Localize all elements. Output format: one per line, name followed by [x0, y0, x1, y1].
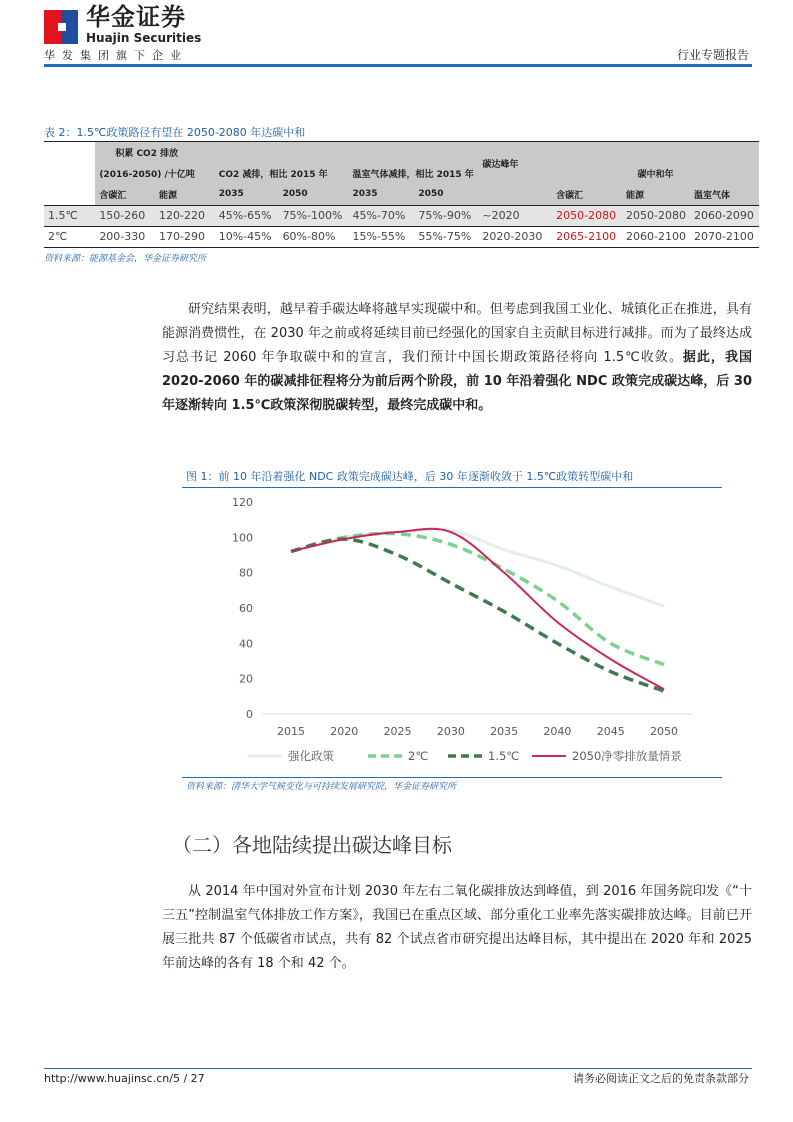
header-subtitle: 华发集团旗下企业	[44, 49, 188, 62]
subheader: 含碳汇	[552, 184, 622, 205]
cell: 2060-2090	[690, 205, 759, 226]
header-cumulative-unit: (2016-2050) /十亿吨	[95, 163, 214, 184]
cell: 150-260	[95, 205, 155, 226]
header-cumulative: 积累 CO2 排放	[95, 142, 214, 163]
series-line-1	[291, 533, 664, 664]
subheader: 2050	[414, 184, 478, 205]
chart-source: 资料来源：清华大学气候变化与可持续发展研究院，华金证券研究所	[186, 782, 457, 792]
subheader: 2050	[279, 184, 349, 205]
x-tick-label: 2020	[330, 725, 359, 738]
cell: 2050-2080	[622, 205, 690, 226]
x-tick-label: 2050	[650, 725, 678, 738]
legend-label: 2℃	[408, 749, 429, 763]
subheader: 能源	[155, 184, 215, 205]
report-type: 行业专题报告	[676, 48, 749, 62]
cell: 55%-75%	[414, 226, 478, 247]
cell: 45%-70%	[348, 205, 414, 226]
cell: 2050-2080	[552, 205, 622, 226]
y-tick-label: 40	[239, 637, 253, 651]
subheader: 温室气体	[690, 184, 759, 205]
x-tick-label: 2045	[596, 725, 625, 738]
chart-caption: 图 1：前 10 年沿着强化 NDC 政策完成碳达峰，后 30 年逐渐收敛于 1.5℃政策转型碳中和	[186, 470, 634, 483]
paragraph: 从 2014 年中国对外宣布计划 2030 年左右二氧化碳排放达到峰值，到 2016 年国务院印发《“十三五”控制温室气体排放工作方案》，我国已在重点区域、部分重化工业率先落实碳排放达峰。目前已开展三批共 87 个低碳省市试点，共有 82 个试点省市研究提出达峰目标，其中提出在 2020 年和 2025 年前达峰的各有 18 个和 42 个。	[162, 884, 753, 971]
page-number: 5 / 27	[172, 1072, 205, 1085]
footer-rule	[44, 1068, 752, 1069]
header-neutral: 碳中和年	[552, 163, 759, 184]
cell: ~2020	[478, 205, 552, 226]
header-ghg: 温室气体减排，相比 2015 年	[348, 163, 478, 184]
cell: 60%-80%	[279, 226, 349, 247]
table-source: 资料来源：能源基金会，华金证券研究所	[44, 254, 207, 264]
cell: 2020-2030	[478, 226, 552, 247]
cell: 75%-90%	[414, 205, 478, 226]
subheader: 能源	[622, 184, 690, 205]
logo-text-cn: 华金证券	[86, 3, 186, 31]
cell: 120-220	[155, 205, 215, 226]
cell: 45%-65%	[215, 205, 279, 226]
cell: 15%-55%	[348, 226, 414, 247]
y-tick-label: 0	[246, 708, 253, 721]
y-tick-label: 60	[239, 602, 253, 615]
subheader: 2035	[215, 184, 279, 205]
cell: 1.5℃	[44, 205, 95, 226]
y-tick-label: 120	[232, 496, 253, 509]
header-peak: 碳达峰年	[478, 142, 552, 184]
paragraph-text: 研究结果表明，越早着手碳达峰将越早实现碳中和。但考虑到我国工业化、城镇化正在推进，具有能源消费惯性，在 2030 年之前或将延续目前已经强化的国家自主贡献目标进行减排。而为了最终达成习总书记 2060 年争取碳中和的宣言，我们预计中国长期政策路径将向 1.5℃收敛。	[162, 302, 752, 365]
cell: 170-290	[155, 226, 215, 247]
x-tick-label: 2040	[543, 725, 572, 738]
x-tick-label: 2025	[383, 725, 412, 738]
footer-disclaimer: 请务必阅读正文之后的免责条款部分	[573, 1072, 749, 1085]
logo-text-en: Huajin Securities	[86, 31, 202, 45]
x-tick-label: 2035	[490, 725, 519, 738]
footer-url[interactable]: http://www.huajinsc.cn/	[44, 1072, 173, 1085]
x-tick-label: 2015	[277, 725, 305, 738]
cell: 75%-100%	[279, 205, 349, 226]
footer-left	[44, 1072, 205, 1086]
cell: 2060-2100	[622, 226, 690, 247]
y-tick-label: 80	[239, 566, 253, 580]
cell: 2℃	[44, 226, 95, 247]
cell: 200-330	[95, 226, 155, 247]
cell: 2070-2100	[690, 226, 759, 247]
series-line-3	[291, 529, 664, 690]
y-tick-label: 20	[239, 672, 253, 686]
paragraph-bold-text: 据此，我国 2020-2060 年的碳减排征程将分为前后两个阶段，前 10 年沿着强化 NDC 政策完成碳达峰，后 30 年逐渐转向 1.5℃政策深彻脱碳转型，最终完成碳中和。	[162, 350, 752, 413]
cell: 10%-45%	[215, 226, 279, 247]
legend-label: 1.5℃	[488, 749, 520, 763]
subheader: 2035	[348, 184, 414, 205]
header-co2: CO2 减排，相比 2015 年	[215, 163, 349, 184]
section-title: （二）各地陆续提出碳达峰目标	[172, 833, 452, 857]
legend-label: 2050净零排放量情景	[572, 749, 682, 763]
table-caption: 表 2：1.5℃政策路径有望在 2050-2080 年达碳中和	[44, 126, 306, 139]
x-tick-label: 2030	[436, 725, 465, 738]
subheader: 含碳汇	[95, 184, 155, 205]
y-tick-label: 100	[232, 531, 253, 545]
chart-bottom-rule	[182, 777, 722, 778]
cell: 2065-2100	[552, 226, 622, 247]
series-line-2	[291, 539, 664, 691]
legend-label: 强化政策	[288, 749, 334, 763]
